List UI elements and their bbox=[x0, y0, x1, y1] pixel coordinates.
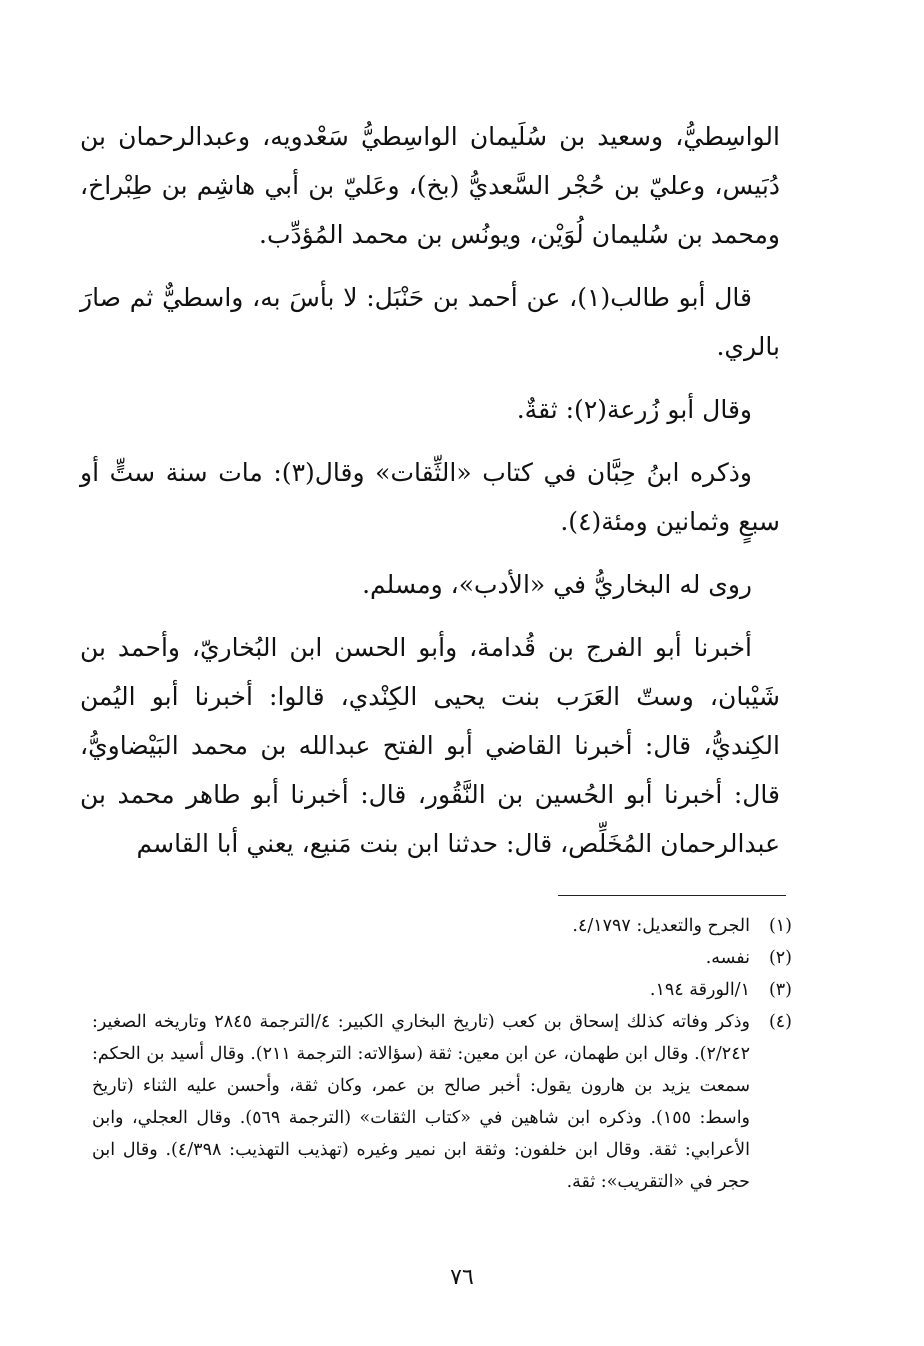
footnotes bbox=[92, 910, 792, 1198]
main-body bbox=[80, 112, 780, 868]
footnote-text: وذكر وفاته كذلك إسحاق بن كعب (تاريخ البخاري الكبير: ٤/الترجمة ٢٨٤٥ وتاريخه الصغير: ٢/٢٤٢). وقال ابن طهمان، عن ابن معين: ثقة (سؤالاته: الترجمة ٢١١). وقال أسيد بن الحكم: سمعت يزيد بن هارون يقول: أخبر صالح بن عمر، وكان ثقة، وأحسن عليه الثناء (تاريخ واسط: ١٥٥). وذكره ابن شاهين في «كتاب الثقات» (الترجمة ٥٦٩). وقال العجلي، وابن الأعرابي: ثقة. وقال ابن خلفون: وثقة ابن نمير وغيره (تهذيب التهذيب: ٤/٣٩٨). وقال ابن حجر في «التقريب»: ثقة. bbox=[92, 1012, 751, 1192]
paragraph-2: قال أبو طالب(١)، عن أحمد بن حَنْبَل: لا بأسَ به، واسطيٌّ ثم صارَ بالري. bbox=[80, 283, 780, 361]
footnote-number: (٢) bbox=[768, 948, 792, 968]
footnote-text: الجرح والتعديل: ٤/١٧٩٧. bbox=[572, 916, 750, 936]
paragraph-3: وقال أبو زُرعة(٢): ثقةٌ. bbox=[516, 395, 752, 424]
main-text bbox=[80, 112, 780, 882]
footnote-2 bbox=[92, 942, 792, 974]
footnote-separator bbox=[558, 895, 786, 896]
footnote-text: نفسه. bbox=[705, 948, 750, 968]
paragraph-1: الواسِطيُّ، وسعيد بن سُلَيمان الواسِطيُّ سَعْدويه، وعبدالرحمان بن دُبَيس، وعليّ بن حُجْر السَّعديُّ (بخ)، وعَليّ بن أبي هاشِم بن طِبْراخ، ومحمد بن سُليمان لُوَيْن، ويونُس بن محمد المُؤدِّب. bbox=[80, 122, 780, 249]
footnote-1 bbox=[92, 910, 792, 942]
footnote-4 bbox=[92, 1006, 792, 1198]
footnote-text: ١/الورقة ١٩٤. bbox=[649, 980, 750, 1000]
paragraph-5: روى له البخاريُّ في «الأدب»، ومسلم. bbox=[362, 570, 752, 599]
paragraph-6: أخبرنا أبو الفرج بن قُدامة، وأبو الحسن ابن البُخاريّ، وأحمد بن شَيْبان، وستّ العَرَب بنت يحيى الكِنْدي، قالوا: أخبرنا أبو اليُمن الكِنديُّ، قال: أخبرنا القاضي أبو الفتح عبدالله بن محمد البَيْضاويُّ، قال: أخبرنا أبو الحُسين بن النَّقُور، قال: أخبرنا أبو طاهر محمد بن عبدالرحمان المُخَلِّص، قال: حدثنا ابن بنت مَنيع، يعني أبا القاسم bbox=[80, 633, 780, 858]
footnote-number: (٤) bbox=[768, 1012, 792, 1032]
page-number: ٧٦ bbox=[450, 1265, 474, 1290]
footnote-number: (٣) bbox=[768, 980, 792, 1000]
footnote-number: (١) bbox=[768, 916, 792, 936]
paragraph-4: وذكره ابنُ حِبَّان في كتاب «الثِّقات» وقال(٣): مات سنة ستٍّ أو سبعٍ وثمانين ومئة(٤). bbox=[80, 458, 780, 536]
footnote-3 bbox=[92, 974, 792, 1006]
